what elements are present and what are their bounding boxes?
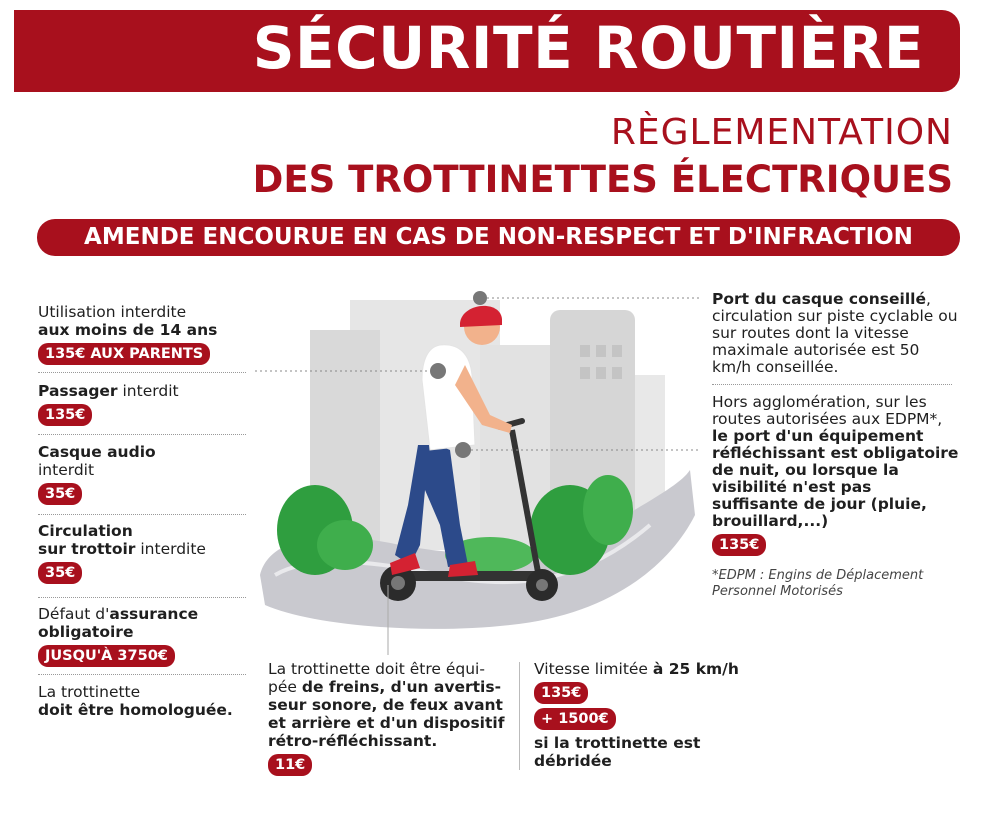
- rule-age-bold: aux moins de 14 ans: [38, 321, 218, 339]
- rule-homologation-text: La trottinette: [38, 683, 141, 701]
- divider: [38, 434, 246, 435]
- title-banner: [14, 10, 960, 92]
- rule-headphones: [38, 443, 156, 505]
- subtitle-line1: RÈGLEMENTATION: [610, 112, 953, 153]
- bush-shape: [583, 475, 633, 545]
- rule-equipment-text: La trottinette doit être équi-pée: [268, 660, 485, 696]
- wheel-hub: [391, 576, 405, 590]
- marker-dot: [430, 363, 446, 379]
- rule-speed-bold: à 25 km/h: [652, 660, 739, 678]
- rule-helmet-bold: Port du casque conseillé: [712, 290, 926, 308]
- rule-passenger: [38, 382, 179, 426]
- bush-shape: [317, 520, 373, 570]
- rule-homologation: [38, 683, 233, 719]
- rule-insurance-bold2: obligatoire: [38, 623, 134, 641]
- scooter-illustration: [250, 285, 700, 655]
- fine-banner: AMENDE ENCOURUE EN CAS DE NON-RESPECT ET D'INFRACTION: [37, 219, 960, 256]
- rule-equipment: [268, 660, 508, 776]
- fine-badge: 35€: [38, 562, 82, 584]
- divider: [38, 372, 246, 373]
- rule-sidewalk-bold1: Circulation: [38, 522, 133, 540]
- rule-equipment-bold: de freins, d'un avertis-seur sonore, de feux avant et arrière et d'un dispositif rétro-réfléchissant.: [268, 678, 505, 750]
- rule-passenger-bold: Passager: [38, 382, 118, 400]
- edpm-footnote: *EDPM : Engins de Déplacement Personnel Motorisés: [712, 568, 924, 599]
- rule-speed-text: Vitesse limitée: [534, 660, 653, 678]
- rule-sidewalk-text: interdite: [135, 540, 206, 558]
- divider: [38, 597, 246, 598]
- fine-badge: 11€: [268, 754, 312, 776]
- fine-badge: 135€: [38, 404, 92, 426]
- rule-reflective: [712, 394, 962, 556]
- divider: [519, 662, 520, 770]
- rule-insurance-bold1: assurance: [109, 605, 199, 623]
- rule-headphones-text: interdit: [38, 461, 95, 479]
- rule-reflective-text: Hors agglomération, sur les routes autorisées aux EDPM*,: [712, 393, 943, 428]
- rule-age-text: Utilisation interdite: [38, 303, 187, 321]
- rule-sidewalk-bold2: sur trottoir: [38, 540, 136, 558]
- rule-passenger-text: interdit: [117, 382, 179, 400]
- marker-dot: [455, 442, 471, 458]
- page-title: SÉCURITÉ ROUTIÈRE: [252, 14, 924, 82]
- rule-age: [38, 303, 217, 365]
- wheel-hub: [536, 579, 548, 591]
- divider: [38, 514, 246, 515]
- rule-helmet-text: , circulation sur piste cyclable ou sur routes dont la vitesse maximale autorisée est 50 km/h conseillée.: [712, 290, 958, 376]
- rule-insurance: [38, 605, 198, 667]
- rule-speed: [534, 660, 774, 770]
- fine-badge: 135€: [712, 534, 766, 556]
- fine-badge: 135€ AUX PARENTS: [38, 343, 210, 365]
- marker-dot: [473, 291, 487, 305]
- divider: [712, 384, 952, 385]
- rule-speed-unlocked: si la trottinette est débridée: [534, 734, 701, 770]
- rule-insurance-text: Défaut d': [38, 605, 110, 623]
- fine-badge: + 1500€: [534, 708, 616, 730]
- divider: [38, 674, 246, 675]
- fine-badge: 135€: [534, 682, 588, 704]
- rule-reflective-bold: le port d'un équipement réfléchissant est obligatoire de nuit, ou lorsque la visibilité n'est pas suffisante de jour (pluie, brouillard,...): [712, 427, 959, 530]
- rule-headphones-bold: Casque audio: [38, 443, 156, 461]
- fine-badge: JUSQU'À 3750€: [38, 645, 175, 667]
- subtitle-line2: DES TROTTINETTES ÉLECTRIQUES: [252, 158, 953, 201]
- fine-badge: 35€: [38, 483, 82, 505]
- rule-helmet: [712, 291, 962, 376]
- rule-homologation-bold: doit être homologuée.: [38, 701, 233, 719]
- rule-sidewalk: [38, 522, 206, 584]
